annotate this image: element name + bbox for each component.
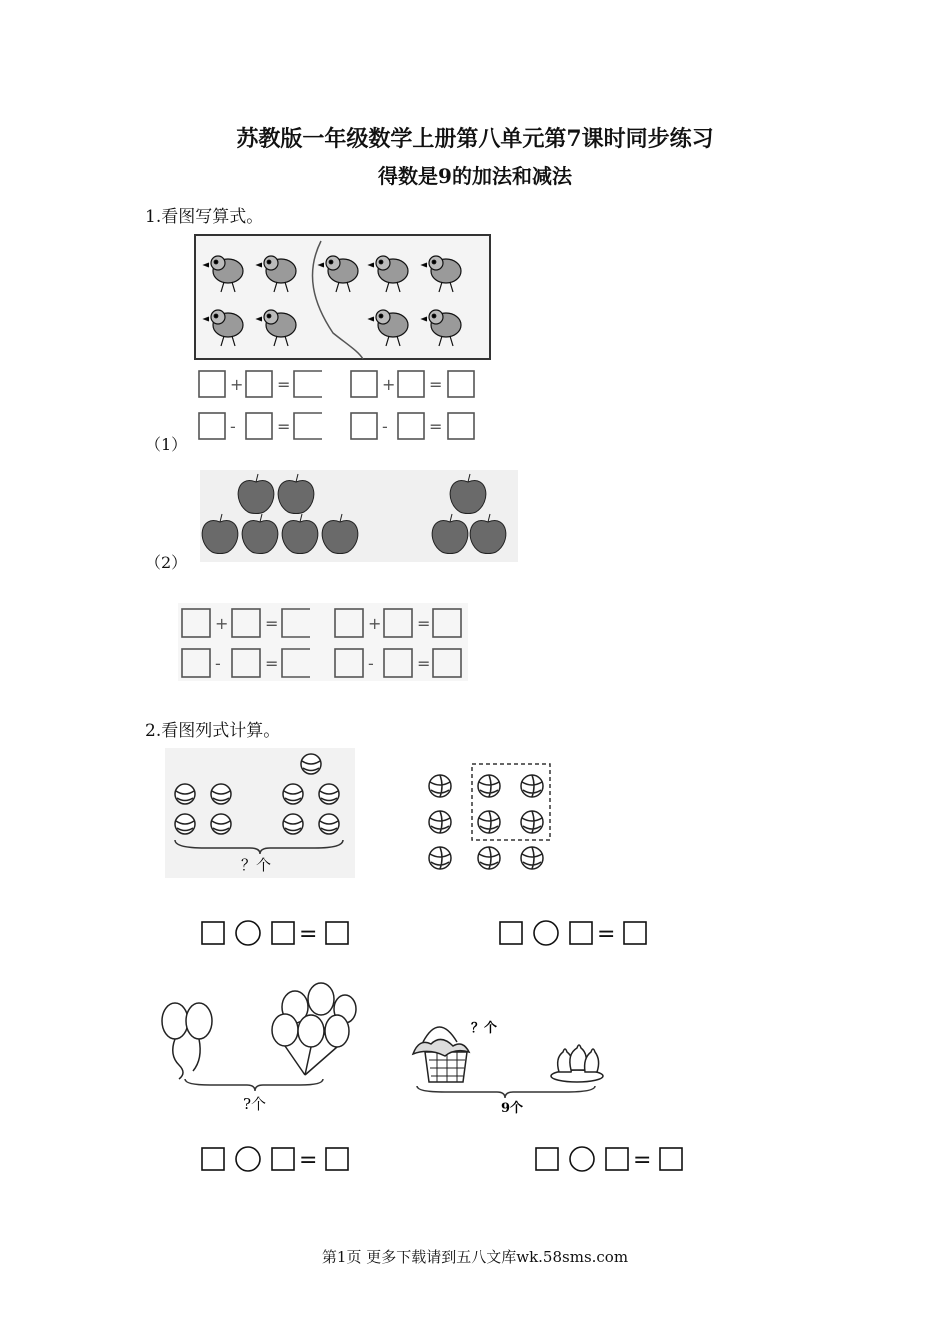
svg-text:=: = xyxy=(277,375,291,394)
volleyball-icon xyxy=(429,775,451,797)
ball-icon xyxy=(301,754,321,774)
answer-box xyxy=(326,1148,348,1170)
ball-icon xyxy=(283,814,303,834)
svg-text:=: = xyxy=(277,417,291,436)
svg-text:=: = xyxy=(299,922,318,947)
answer-box xyxy=(570,922,592,944)
sub-question-1-label: （1） xyxy=(145,435,188,454)
answer-row-balloons xyxy=(200,1144,352,1174)
balloons-caption: ?个 xyxy=(243,1095,267,1113)
answer-box xyxy=(660,1148,682,1170)
page-subtitle: 得数是9的加法和减法 xyxy=(378,164,572,188)
svg-text:=: = xyxy=(597,922,616,947)
chicks-picture xyxy=(193,233,493,361)
question-2-label: 2.看图列式计算。 xyxy=(145,721,281,741)
answer-box xyxy=(326,922,348,944)
ball-icon xyxy=(211,814,231,834)
basket-pears-picture xyxy=(405,1012,605,1120)
svg-text:=: = xyxy=(429,375,443,394)
operator-circle xyxy=(570,1147,594,1171)
sub-question-2-label: （2） xyxy=(145,553,188,572)
ball-icon xyxy=(211,784,231,804)
volleyball-icon xyxy=(429,847,451,869)
basket-icon xyxy=(413,1027,469,1082)
ball-icon xyxy=(319,814,339,834)
svg-text:=: = xyxy=(417,614,431,633)
volleyballs-picture xyxy=(420,760,560,876)
svg-text:=: = xyxy=(417,654,431,673)
ball-icon xyxy=(283,784,303,804)
volleyball-icon xyxy=(521,847,543,869)
answer-row-balls xyxy=(200,918,352,948)
balloons-picture xyxy=(155,975,355,1115)
svg-text:+: + xyxy=(368,614,382,633)
svg-text:+: + xyxy=(230,375,244,394)
balls-picture xyxy=(165,748,355,878)
answer-box xyxy=(500,922,522,944)
answer-box xyxy=(606,1148,628,1170)
pears-plate-icon xyxy=(551,1045,603,1082)
equation-row xyxy=(199,371,474,397)
operator-circle xyxy=(236,1147,260,1171)
volleyball-icon xyxy=(429,811,451,833)
svg-text:=: = xyxy=(429,417,443,436)
question-1-label: 1.看图写算式。 xyxy=(145,207,264,227)
answer-row-pears xyxy=(534,1144,686,1174)
answer-box xyxy=(624,922,646,944)
svg-text:=: = xyxy=(299,1148,318,1173)
volleyball-icon xyxy=(478,811,500,833)
balls-caption: ？个 xyxy=(241,856,272,874)
ball-icon xyxy=(319,784,339,804)
pears-caption: 9个 xyxy=(501,1101,524,1116)
balloon-bunch-icon xyxy=(272,983,356,1075)
svg-text:-: - xyxy=(368,654,374,673)
svg-text:=: = xyxy=(633,1148,652,1173)
ball-icon xyxy=(175,784,195,804)
operator-circle xyxy=(534,921,558,945)
volleyball-icon xyxy=(478,775,500,797)
svg-text:-: - xyxy=(382,417,388,436)
equation-row xyxy=(199,413,474,439)
svg-text:-: - xyxy=(230,417,236,436)
page-title: 苏教版一年级数学上册第八单元第7课时同步练习 xyxy=(236,126,714,152)
answer-box xyxy=(202,1148,224,1170)
q1-2-equation-grid xyxy=(178,603,468,681)
answer-row-volleyballs xyxy=(498,918,650,948)
operator-circle xyxy=(236,921,260,945)
brace xyxy=(185,1079,323,1091)
balloon-pair-icon xyxy=(162,1003,212,1079)
answer-box xyxy=(272,922,294,944)
volleyball-icon xyxy=(478,847,500,869)
volleyball-icon xyxy=(521,775,543,797)
brace xyxy=(417,1086,595,1098)
svg-text:=: = xyxy=(265,614,279,633)
basket-caption: ？个 xyxy=(471,1021,498,1036)
answer-box xyxy=(272,1148,294,1170)
q1-1-equation-grid xyxy=(196,368,486,444)
answer-box xyxy=(202,922,224,944)
svg-text:+: + xyxy=(382,375,396,394)
svg-text:=: = xyxy=(265,654,279,673)
answer-box xyxy=(536,1148,558,1170)
apples-picture xyxy=(200,470,518,562)
ball-icon xyxy=(175,814,195,834)
volleyball-icon xyxy=(521,811,543,833)
page-footer: 第1页 更多下载请到五八文库wk.58sms.com xyxy=(321,1248,629,1266)
svg-text:-: - xyxy=(215,654,221,673)
svg-text:+: + xyxy=(215,614,229,633)
